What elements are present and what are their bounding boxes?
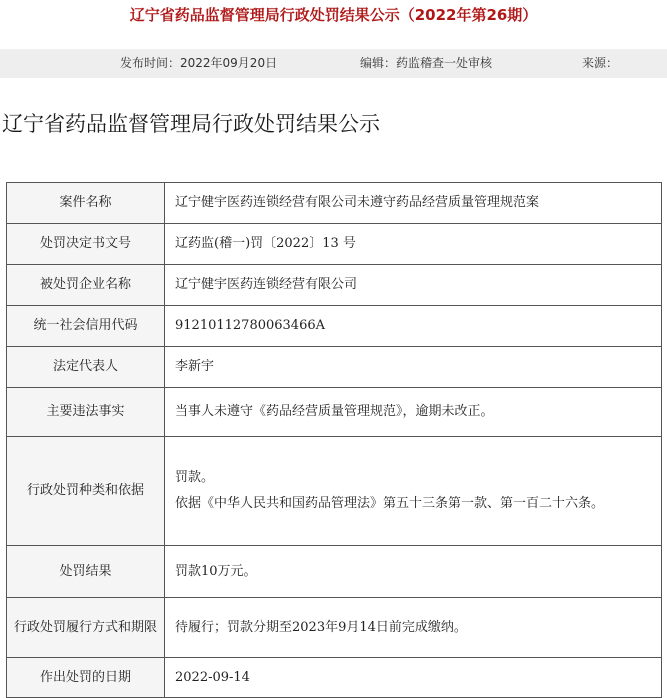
publish-date: 发布时间：2022年09月20日 [120, 56, 278, 70]
field-value-legal-rep: 李新宇 [165, 347, 662, 388]
field-label-penalty-result: 处罚结果 [7, 546, 165, 598]
field-value-performance: 待履行；罚款分期至2023年9月14日前完成缴纳。 [165, 598, 662, 658]
field-value-violation-facts: 当事人未遵守《药品经营质量管理规范》，逾期未改正。 [165, 388, 662, 437]
table-row [7, 224, 662, 265]
table-row [7, 347, 662, 388]
field-label-penalty-date: 作出处罚的日期 [7, 658, 165, 698]
field-label-decision-number: 处罚决定书文号 [7, 224, 165, 265]
table-row [7, 388, 662, 437]
table-row [7, 265, 662, 306]
table-row [7, 598, 662, 658]
page-title: 辽宁省药品监督管理局行政处罚结果公示（2022年第26期） [129, 6, 538, 24]
article-heading: 辽宁省药品监督管理局行政处罚结果公示 [2, 112, 380, 136]
field-label-performance: 行政处罚履行方式和期限 [7, 598, 165, 658]
field-label-legal-rep: 法定代表人 [7, 347, 165, 388]
field-value-decision-number: 辽药监(稽一)罚〔2022〕13 号 [165, 224, 662, 265]
editor-info: 编辑：药监稽查一处审核 [360, 56, 493, 70]
penalty-info-table [6, 182, 662, 698]
field-label-violation-facts: 主要违法事实 [7, 388, 165, 437]
article-meta-bar [0, 49, 667, 78]
field-value-credit-code: 91210112780063466A [165, 306, 662, 347]
field-value-penalty-date: 2022-09-14 [165, 658, 662, 698]
field-label-case-name: 案件名称 [7, 183, 165, 224]
field-label-credit-code: 统一社会信用代码 [7, 306, 165, 347]
field-value-case-name: 辽宁健宇医药连锁经营有限公司未遵守药品经营质量管理规范案 [165, 183, 662, 224]
table-row [7, 546, 662, 598]
table-row [7, 183, 662, 224]
source-info: 来源： [582, 56, 619, 70]
table-row [7, 658, 662, 698]
field-value-penalty-basis: 罚款。 依据《中华人民共和国药品管理法》第五十三条第一款、第一百二十六条。 [165, 437, 662, 546]
field-label-penalty-basis: 行政处罚种类和依据 [7, 437, 165, 546]
field-value-company-name: 辽宁健宇医药连锁经营有限公司 [165, 265, 662, 306]
table-row [7, 437, 662, 546]
field-label-company-name: 被处罚企业名称 [7, 265, 165, 306]
table-row [7, 306, 662, 347]
field-value-penalty-result: 罚款10万元。 [165, 546, 662, 598]
